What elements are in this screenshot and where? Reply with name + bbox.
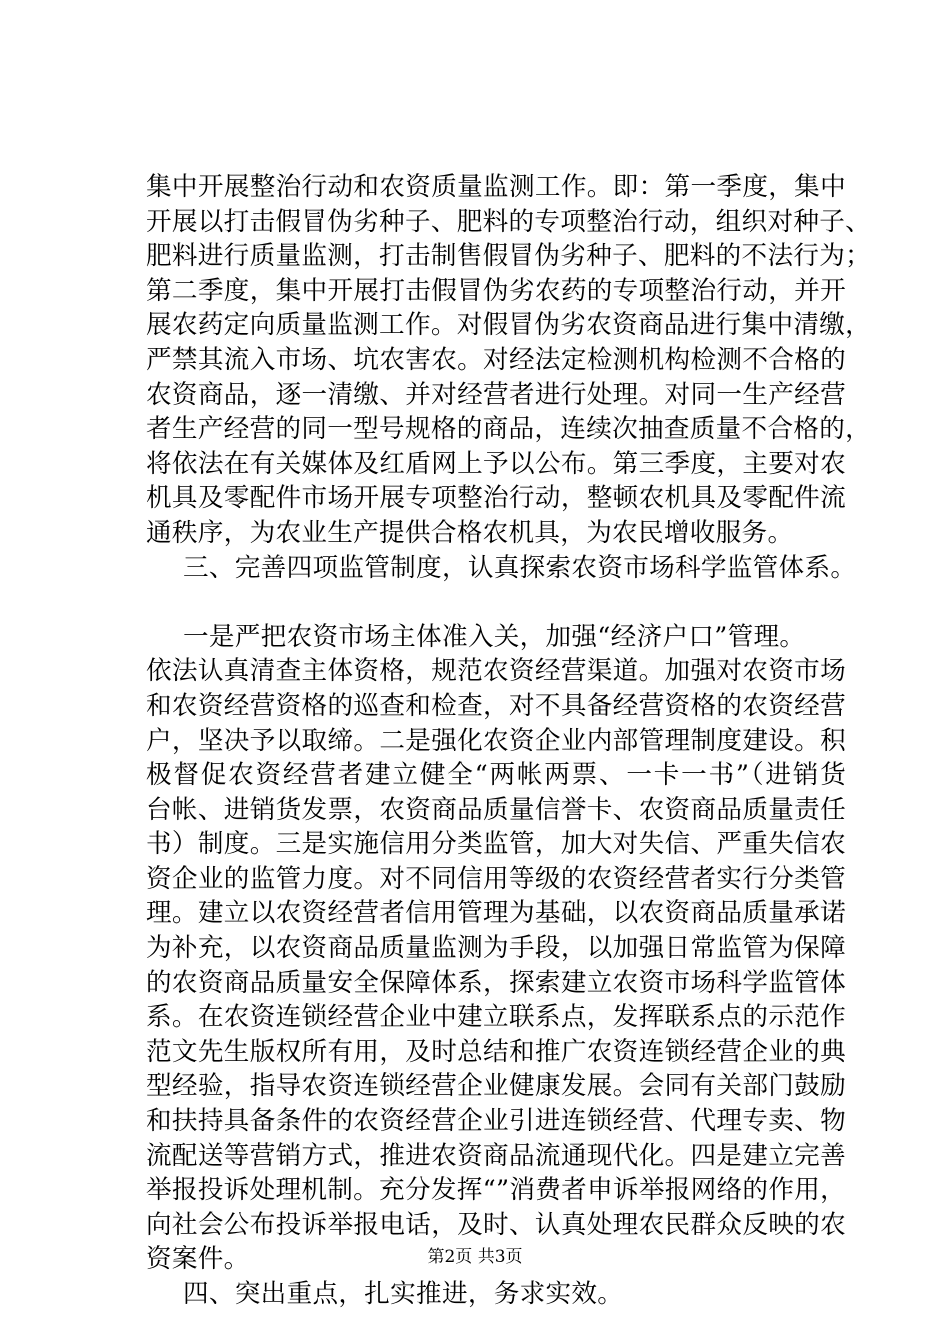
text-line: 户，坚决予以取缔。二是强化农资企业内部管理制度建设。积 <box>146 725 846 756</box>
text-line: 的农资商品质量安全保障体系，探索建立农资市场科学监管体 <box>146 967 846 998</box>
text-line: 向社会公布投诉举报电话，及时、认真处理农民群众反映的农 <box>146 1209 846 1240</box>
text-line: 一是严把农资市场主体准入关，加强“经济户口”管理。 <box>183 621 806 652</box>
paragraph-gap <box>146 585 846 620</box>
text-line: 系。在农资连锁经营企业中建立联系点，发挥联系点的示范作 <box>146 1002 846 1033</box>
text-line: 者生产经营的同一型号规格的商品，连续次抽查质量不合格的， <box>146 414 872 445</box>
text-line: 集中开展整治行动和农资质量监测工作。即：第一季度，集中 <box>146 172 846 202</box>
text-line: 第二季度，集中开展打击假冒伪劣农药的专项整治行动，并开 <box>146 275 846 306</box>
text-line: 农资商品，逐一清缴、并对经营者进行处理。对同一生产经营 <box>146 379 846 410</box>
text-line: 展农药定向质量监测工作。对假冒伪劣农资商品进行集中清缴， <box>146 310 872 341</box>
section-heading: 四、突出重点，扎实推进，务求实效。 <box>183 1279 624 1309</box>
text-line: 和扶持具备条件的农资经营企业引进连锁经营、代理专卖、物 <box>146 1106 846 1137</box>
body-text <box>146 170 872 1312</box>
text-line: 台帐、进销货发票，农资商品质量信誉卡、农资商品质量责任 <box>146 794 846 825</box>
text-line: 依法认真清查主体资格，规范农资经营渠道。加强对农资市场 <box>146 656 846 687</box>
text-line: 理。建立以农资经营者信用管理为基础，以农资商品质量承诺 <box>146 898 846 929</box>
text-line: 范文先生版权所有用，及时总结和推广农资连锁经营企业的典 <box>146 1036 846 1067</box>
section-heading: 三、完善四项监管制度，认真探索农资市场科学监管体系。 <box>183 552 857 583</box>
text-line: 资案件。 <box>146 1244 250 1275</box>
page-footer: 第2页 共3页 <box>427 1247 523 1267</box>
text-line: 流配送等营销方式，推进农资商品流通现代化。四是建立完善 <box>146 1140 846 1171</box>
text-line: 资企业的监管力度。对不同信用等级的农资经营者实行分类管 <box>146 863 846 894</box>
text-line: 开展以打击假冒伪劣种子、肥料的专项整治行动，组织对种子、 <box>146 206 872 237</box>
text-line: 严禁其流入市场、坑农害农。对经法定检测机构检测不合格的 <box>146 344 846 375</box>
text-line: 肥料进行质量监测，打击制售假冒伪劣种子、肥料的不法行为； <box>146 241 872 272</box>
text-line: 通秩序，为农业生产提供合格农机具，为农民增收服务。 <box>146 517 794 548</box>
text-line: 机具及零配件市场开展专项整治行动，整顿农机具及零配件流 <box>146 483 846 514</box>
text-line: 型经验，指导农资连锁经营企业健康发展。会同有关部门鼓励 <box>146 1071 846 1102</box>
text-line: 举报投诉处理机制。充分发挥“”消费者申诉举报网络的作用， <box>146 1175 847 1206</box>
text-line: 为补充，以农资商品质量监测为手段，以加强日常监管为保障 <box>146 933 846 964</box>
text-line: 书）制度。三是实施信用分类监管，加大对失信、严重失信农 <box>146 829 846 860</box>
text-line: 极督促农资经营者建立健全“两帐两票、一卡一书”（进销货 <box>146 760 846 791</box>
text-line: 和农资经营资格的巡查和检查，对不具备经营资格的农资经营 <box>146 690 846 721</box>
text-line: 将依法在有关媒体及红盾网上予以公布。第三季度，主要对农 <box>146 448 846 479</box>
